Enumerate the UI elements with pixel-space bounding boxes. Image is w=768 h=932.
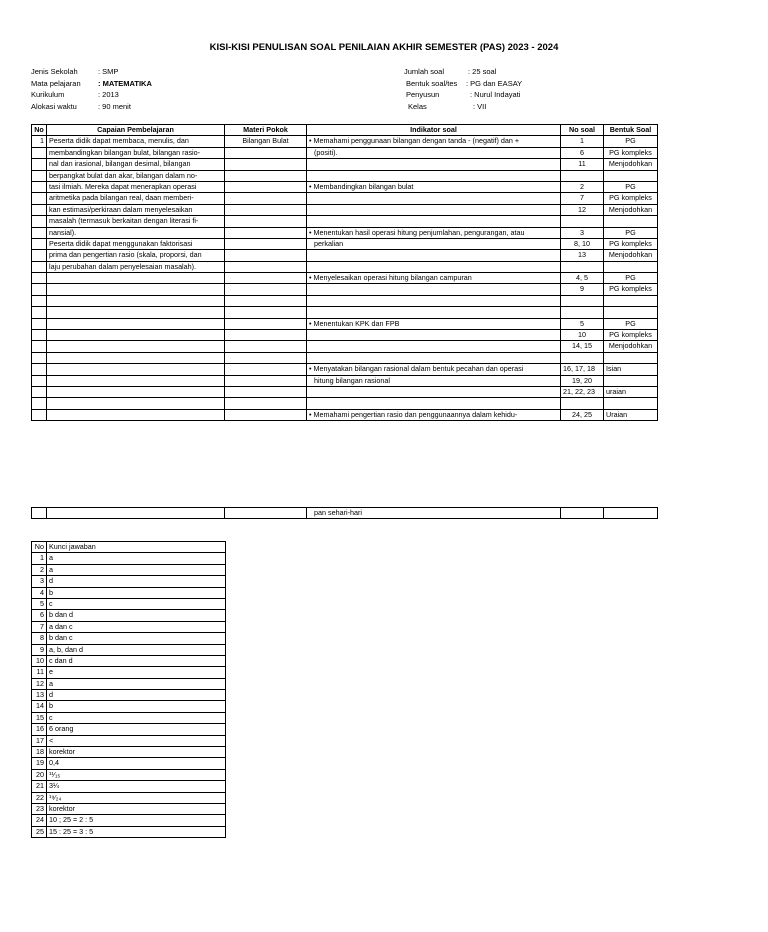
cell-no: [32, 284, 47, 295]
key-no: 16: [32, 724, 47, 735]
cell-no-soal: 24, 25: [561, 409, 604, 420]
answer-key-row: [32, 678, 226, 689]
answer-key-header-row: [32, 542, 226, 553]
kisi-kisi-table: [31, 124, 658, 421]
key-header-no: No: [32, 542, 47, 553]
meta-row: [31, 78, 152, 90]
cell-bentuk-soal: [604, 375, 658, 386]
meta-left: [31, 66, 152, 112]
cell-indikator: [307, 284, 561, 295]
cell-no: [32, 193, 47, 204]
meta-value: : Nurul Indayati: [470, 90, 521, 99]
key-no: 8: [32, 633, 47, 644]
cell-materi: [225, 307, 307, 318]
cell-no-soal: 1: [561, 136, 604, 147]
cell-capaian: membandingkan bilangan bulat, bilangan rasio-: [47, 147, 225, 158]
cell-no-soal: [561, 216, 604, 227]
key-answer: 3¼: [47, 781, 226, 792]
cell-capaian: [47, 508, 225, 519]
key-no: 23: [32, 803, 47, 814]
cell-capaian: nansial).: [47, 227, 225, 238]
cell-bentuk-soal: Isian: [604, 364, 658, 375]
table-row: [32, 341, 658, 352]
answer-key-row: [32, 815, 226, 826]
cell-no-soal: [561, 307, 604, 318]
answer-key-row: [32, 553, 226, 564]
cell-no: [32, 375, 47, 386]
cell-bentuk-soal: Menjodohkan: [604, 204, 658, 215]
key-no: 2: [32, 564, 47, 575]
answer-key-row: [32, 701, 226, 712]
cell-indikator: [307, 330, 561, 341]
meta-value: : 90 menit: [98, 101, 131, 111]
meta-row: [404, 89, 522, 101]
answer-key-row: [32, 712, 226, 723]
key-answer: c dan d: [47, 655, 226, 666]
cell-indikator: [307, 352, 561, 363]
cell-materi: [225, 295, 307, 306]
meta-row: [404, 66, 522, 78]
cell-no-soal: 13: [561, 250, 604, 261]
cell-bentuk-soal: PG: [604, 136, 658, 147]
table-row: [32, 159, 658, 170]
cell-bentuk-soal: PG: [604, 227, 658, 238]
cell-no-soal: 4, 5: [561, 273, 604, 284]
answer-key-row: [32, 667, 226, 678]
table-row: [32, 307, 658, 318]
cell-capaian: [47, 375, 225, 386]
key-answer: a, b, dan d: [47, 644, 226, 655]
cell-capaian: prima dan pengertian rasio (skala, proporsi, dan: [47, 250, 225, 261]
meta-value: : 2013: [98, 90, 119, 99]
cell-indikator: [307, 204, 561, 215]
meta-label: Jumlah soal: [404, 67, 445, 76]
cell-capaian: nal dan irasional, bilangan desimal, bilangan: [47, 159, 225, 170]
key-no: 21: [32, 781, 47, 792]
key-answer: e: [47, 667, 226, 678]
cell-no-soal: 11: [561, 159, 604, 170]
key-no: 19: [32, 758, 47, 769]
table-row: [32, 238, 658, 249]
meta-value: : 25 soal: [468, 67, 497, 76]
key-answer: b dan c: [47, 633, 226, 644]
cell-no-soal: [561, 508, 604, 519]
meta-label: Bentuk soal/tes: [406, 78, 458, 88]
cell-bentuk-soal: [604, 508, 658, 519]
cell-indikator: pan sehari-hari: [307, 508, 561, 519]
cell-bentuk-soal: PG kompleks: [604, 147, 658, 158]
key-no: 24: [32, 815, 47, 826]
header-indikator: Indikator soal: [307, 125, 561, 136]
cell-indikator: (positi).: [307, 147, 561, 158]
cell-materi: [225, 261, 307, 272]
cell-materi: [225, 284, 307, 295]
key-answer: 10 ; 25 = 2 : 5: [47, 815, 226, 826]
table-row: [32, 170, 658, 181]
cell-bentuk-soal: PG: [604, 181, 658, 192]
cell-materi: [225, 250, 307, 261]
meta-label: Penyusun: [406, 90, 440, 99]
table-row: [32, 352, 658, 363]
cell-materi: [225, 386, 307, 397]
answer-key-row: [32, 644, 226, 655]
cell-indikator: [307, 341, 561, 352]
cell-no: [32, 330, 47, 341]
key-no: 22: [32, 792, 47, 803]
key-answer: korektor: [47, 747, 226, 758]
table-row: [32, 375, 658, 386]
cell-no: [32, 170, 47, 181]
key-answer: ¹⁹⁄₂₄: [47, 792, 226, 803]
table-row: [32, 330, 658, 341]
kisi-kisi-continuation: [31, 507, 658, 519]
cell-capaian: [47, 398, 225, 409]
key-answer: ¹¹⁄₁₅: [47, 769, 226, 780]
cell-materi: [225, 204, 307, 215]
cell-capaian: tasi ilmiah. Mereka dapat menerapkan operasi: [47, 181, 225, 192]
cell-materi: [225, 273, 307, 284]
cell-capaian: [47, 318, 225, 329]
key-header-answer: Kunci jawaban: [47, 542, 226, 553]
answer-key-row: [32, 598, 226, 609]
cell-bentuk-soal: PG: [604, 318, 658, 329]
cell-indikator: [307, 193, 561, 204]
cell-no: [32, 295, 47, 306]
cell-no: [32, 261, 47, 272]
cell-no-soal: 8, 10: [561, 238, 604, 249]
cell-bentuk-soal: Uraian: [604, 409, 658, 420]
cell-capaian: [47, 341, 225, 352]
key-no: 17: [32, 735, 47, 746]
answer-key-row: [32, 826, 226, 837]
answer-key-table: [31, 541, 226, 838]
cell-materi: [225, 159, 307, 170]
answer-key-row: [32, 792, 226, 803]
key-no: 14: [32, 701, 47, 712]
cell-indikator: • Menentukan hasil operasi hitung penjumlahan, pengurangan, atau: [307, 227, 561, 238]
cell-materi: [225, 375, 307, 386]
key-no: 4: [32, 587, 47, 598]
cell-indikator: perkalian: [307, 238, 561, 249]
cell-no-soal: 5: [561, 318, 604, 329]
key-no: 13: [32, 690, 47, 701]
cell-bentuk-soal: PG kompleks: [604, 330, 658, 341]
cell-no-soal: 2: [561, 181, 604, 192]
key-answer: a: [47, 678, 226, 689]
cell-no-soal: 9: [561, 284, 604, 295]
cell-no-soal: 16, 17, 18: [561, 364, 604, 375]
cell-bentuk-soal: [604, 170, 658, 181]
cell-materi: [225, 398, 307, 409]
key-no: 6: [32, 610, 47, 621]
answer-key-row: [32, 803, 226, 814]
cell-no-soal: [561, 170, 604, 181]
key-answer: 15 : 25 = 3 : 5: [47, 826, 226, 837]
meta-row: [31, 66, 152, 78]
cell-no-soal: [561, 398, 604, 409]
answer-key-row: [32, 735, 226, 746]
answer-key-row: [32, 724, 226, 735]
meta-row: [404, 101, 522, 113]
key-answer: b: [47, 701, 226, 712]
cell-bentuk-soal: PG kompleks: [604, 284, 658, 295]
document-title: KISI-KISI PENULISAN SOAL PENILAIAN AKHIR SEMESTER (PAS) 2023 - 2024: [209, 42, 559, 53]
key-no: 7: [32, 621, 47, 632]
meta-value: : PG dan EASAY: [466, 78, 523, 88]
table-row: [32, 508, 658, 519]
cell-no: [32, 181, 47, 192]
cell-bentuk-soal: Menjodohkan: [604, 341, 658, 352]
meta-label: Mata pelajaran: [31, 78, 81, 88]
key-answer: d: [47, 576, 226, 587]
cell-no: [32, 307, 47, 318]
key-no: 11: [32, 667, 47, 678]
key-answer: c: [47, 598, 226, 609]
table-row: [32, 284, 658, 295]
cell-materi: [225, 181, 307, 192]
cell-materi: [225, 216, 307, 227]
cell-indikator: [307, 398, 561, 409]
key-answer: 6 orang: [47, 724, 226, 735]
cell-indikator: • Menyatakan bilangan rasional dalam bentuk pecahan dan operasi: [307, 364, 561, 375]
cell-materi: [225, 318, 307, 329]
key-answer: korektor: [47, 803, 226, 814]
cell-bentuk-soal: [604, 398, 658, 409]
cell-indikator: • Memahami penggunaan bilangan dengan tanda - (negatif) dan +: [307, 136, 561, 147]
key-no: 5: [32, 598, 47, 609]
cell-no: [32, 386, 47, 397]
cell-indikator: [307, 170, 561, 181]
cell-no: 1: [32, 136, 47, 147]
cell-no-soal: 14, 15: [561, 341, 604, 352]
cell-no: [32, 508, 47, 519]
cell-no-soal: 10: [561, 330, 604, 341]
cell-no: [32, 352, 47, 363]
cell-no: [32, 227, 47, 238]
answer-key-row: [32, 610, 226, 621]
table-row: [32, 250, 658, 261]
cell-indikator: • Memahami pengertian rasio dan penggunaannya dalam kehidu-: [307, 409, 561, 420]
table-row: [32, 398, 658, 409]
cell-indikator: [307, 295, 561, 306]
cell-indikator: • Menentukan KPK dan FPB: [307, 318, 561, 329]
cell-capaian: berpangkat bulat dan akar, bilangan dalam no-: [47, 170, 225, 181]
table-row: [32, 227, 658, 238]
cell-bentuk-soal: [604, 261, 658, 272]
cell-no: [32, 409, 47, 420]
key-answer: b: [47, 587, 226, 598]
answer-key-row: [32, 747, 226, 758]
cell-no: [32, 341, 47, 352]
cell-capaian: [47, 330, 225, 341]
key-no: 9: [32, 644, 47, 655]
table-row: [32, 364, 658, 375]
cell-indikator: • Membandingkan bilangan bulat: [307, 181, 561, 192]
key-no: 1: [32, 553, 47, 564]
cell-materi: Bilangan Bulat: [225, 136, 307, 147]
cell-no: [32, 204, 47, 215]
meta-label: Jenis Sekolah: [31, 67, 78, 76]
cell-bentuk-soal: [604, 295, 658, 306]
key-no: 10: [32, 655, 47, 666]
answer-key-row: [32, 655, 226, 666]
cell-capaian: [47, 273, 225, 284]
meta-value: : SMP: [98, 67, 119, 76]
key-no: 20: [32, 769, 47, 780]
cell-materi: [225, 341, 307, 352]
meta-row: [404, 78, 522, 90]
meta-value: : MATEMATIKA: [98, 78, 152, 88]
cell-no: [32, 147, 47, 158]
key-answer: d: [47, 690, 226, 701]
cell-no: [32, 318, 47, 329]
cell-no: [32, 250, 47, 261]
key-answer: a: [47, 564, 226, 575]
answer-key-row: [32, 587, 226, 598]
answer-key-row: [32, 621, 226, 632]
cell-no-soal: [561, 295, 604, 306]
answer-key-row: [32, 633, 226, 644]
meta-label: Kelas: [408, 101, 427, 111]
cell-materi: [225, 352, 307, 363]
answer-key-row: [32, 564, 226, 575]
table-row: [32, 204, 658, 215]
cell-capaian: [47, 409, 225, 420]
meta-value: : VII: [473, 101, 487, 111]
answer-key-row: [32, 576, 226, 587]
table-row: [32, 318, 658, 329]
meta-label: Kurikulum: [31, 90, 65, 99]
table-header-row: [32, 125, 658, 136]
cell-bentuk-soal: PG kompleks: [604, 193, 658, 204]
key-answer: c: [47, 712, 226, 723]
header-no-soal: No soal: [561, 125, 604, 136]
answer-key-row: [32, 769, 226, 780]
cell-indikator: [307, 159, 561, 170]
cell-no-soal: 19, 20: [561, 375, 604, 386]
cell-capaian: [47, 364, 225, 375]
key-answer: a: [47, 553, 226, 564]
cell-materi: [225, 238, 307, 249]
cell-materi: [225, 409, 307, 420]
cell-materi: [225, 508, 307, 519]
table-row: [32, 295, 658, 306]
table-row: [32, 193, 658, 204]
cell-capaian: [47, 352, 225, 363]
table-row: [32, 409, 658, 420]
cell-capaian: kan estimasi/perkiraan dalam menyelesaikan: [47, 204, 225, 215]
table-row: [32, 136, 658, 147]
cell-no: [32, 364, 47, 375]
cell-capaian: masalah (termasuk berkaitan dengan literasi fi-: [47, 216, 225, 227]
cell-indikator: hitung bilangan rasional: [307, 375, 561, 386]
cell-materi: [225, 227, 307, 238]
cell-materi: [225, 330, 307, 341]
answer-key-row: [32, 758, 226, 769]
cell-no-soal: 3: [561, 227, 604, 238]
meta-row: [31, 89, 152, 101]
cell-no-soal: 21, 22, 23: [561, 386, 604, 397]
table-row: [32, 386, 658, 397]
cell-bentuk-soal: [604, 307, 658, 318]
key-answer: <: [47, 735, 226, 746]
cell-capaian: [47, 307, 225, 318]
cell-bentuk-soal: uraian: [604, 386, 658, 397]
cell-no: [32, 398, 47, 409]
cell-materi: [225, 170, 307, 181]
answer-key-row: [32, 781, 226, 792]
header-materi: Materi Pokok: [225, 125, 307, 136]
cell-capaian: Peserta didik dapat menggunakan faktorisasi: [47, 238, 225, 249]
cell-bentuk-soal: Menjodohkan: [604, 250, 658, 261]
key-no: 12: [32, 678, 47, 689]
cell-capaian: Peserta didik dapat membaca, menulis, dan: [47, 136, 225, 147]
cell-no-soal: 12: [561, 204, 604, 215]
key-no: 3: [32, 576, 47, 587]
key-no: 18: [32, 747, 47, 758]
cell-capaian: laju perubahan dalam penyelesaian masalah).: [47, 261, 225, 272]
cell-bentuk-soal: [604, 352, 658, 363]
table-row: [32, 181, 658, 192]
cell-bentuk-soal: PG kompleks: [604, 238, 658, 249]
table-row: [32, 147, 658, 158]
cell-no-soal: [561, 352, 604, 363]
cell-no-soal: [561, 261, 604, 272]
answer-key-row: [32, 690, 226, 701]
cell-indikator: [307, 386, 561, 397]
header-bentuk-soal: Bentuk Soal: [604, 125, 658, 136]
header-no: No: [32, 125, 47, 136]
cell-no: [32, 159, 47, 170]
table-row: [32, 261, 658, 272]
key-no: 15: [32, 712, 47, 723]
cell-no: [32, 273, 47, 284]
cell-materi: [225, 193, 307, 204]
cell-capaian: aritmetika pada bilangan real, daan memberi-: [47, 193, 225, 204]
cell-capaian: [47, 386, 225, 397]
table-row: [32, 216, 658, 227]
cell-indikator: [307, 261, 561, 272]
cell-no-soal: 7: [561, 193, 604, 204]
cell-indikator: [307, 250, 561, 261]
cell-capaian: [47, 295, 225, 306]
key-answer: b dan d: [47, 610, 226, 621]
cell-capaian: [47, 284, 225, 295]
meta-row: [31, 101, 152, 113]
cell-no: [32, 238, 47, 249]
key-answer: a dan c: [47, 621, 226, 632]
cell-indikator: • Menyelesaikan operasi hitung bilangan campuran: [307, 273, 561, 284]
key-no: 25: [32, 826, 47, 837]
cell-bentuk-soal: Menjodohkan: [604, 159, 658, 170]
meta-right: [404, 66, 522, 112]
cell-no: [32, 216, 47, 227]
cell-materi: [225, 147, 307, 158]
cell-no-soal: 6: [561, 147, 604, 158]
cell-bentuk-soal: [604, 216, 658, 227]
table-row: [32, 273, 658, 284]
key-answer: 0,4: [47, 758, 226, 769]
header-capaian: Capaian Pembelajaran: [47, 125, 225, 136]
cell-indikator: [307, 216, 561, 227]
cell-bentuk-soal: PG: [604, 273, 658, 284]
meta-label: Alokasi waktu: [31, 101, 77, 111]
cell-indikator: [307, 307, 561, 318]
cell-materi: [225, 364, 307, 375]
